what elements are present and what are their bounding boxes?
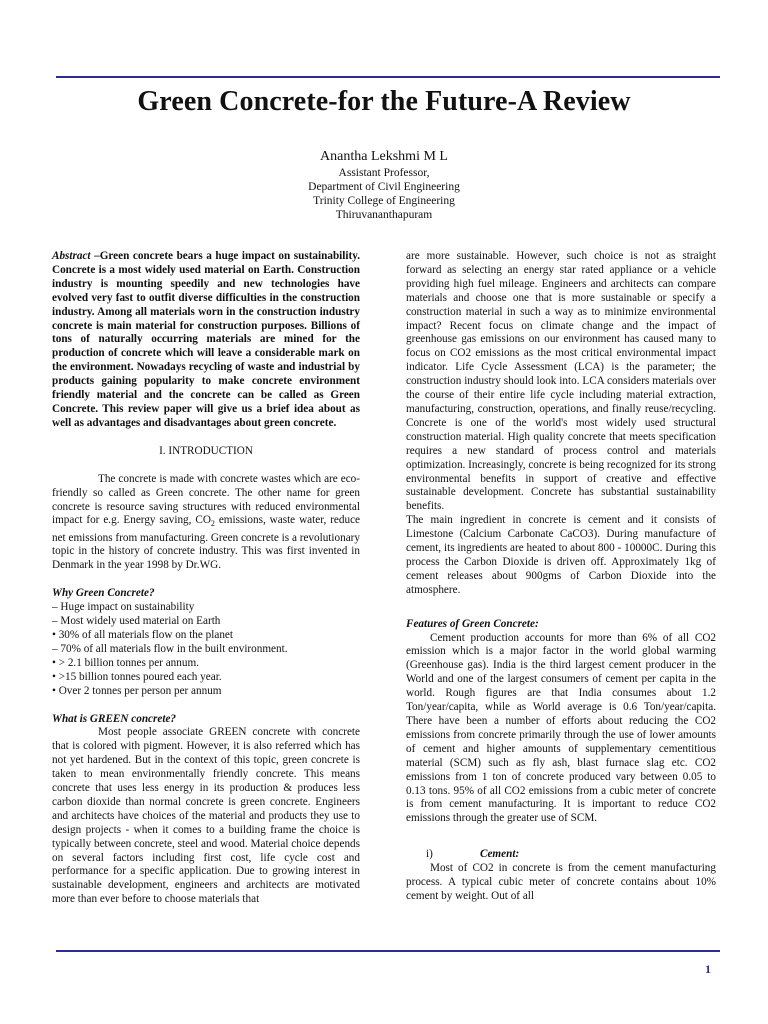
abstract-text: –Green concrete bears a huge impact on sustainability. Concrete is a most widely used material on Earth. Construction industry is mounting speedily and new technologies have evolved very fast to outfit diverse difficulties in the construction industry. Among all materials worn in the construction industry concrete is main material for construction purposes. Billions of tons of naturally occurring materials are mined for the production of concrete which will leave a considerable mark on the environment. Nowadays recycling of waste and industrial by products gaining popularity to make concrete environment friendly material and the concrete can be called as Green Concrete. This review paper will give us a brief idea about as well as advantages and disadvantages about green concrete. — [52, 250, 360, 429]
affiliation-line: Trinity College of Engineering — [313, 195, 455, 207]
list-item: • >15 billion tonnes poured each year. — [52, 670, 222, 683]
subheading-why-green-concrete: Why Green Concrete? — [52, 587, 155, 600]
affiliation-line: Thiruvananthapuram — [335, 209, 433, 221]
cement-label: Cement — [480, 848, 516, 861]
cement-paragraph: Most of CO2 in concrete is from the cement manufacturing process. A typical cubic meter of concrete contains about 10% cement by weight. Out of all — [406, 862, 716, 902]
affiliation-line: Assistant Professor, — [338, 167, 430, 179]
abstract-lead: Abstract — [52, 250, 91, 262]
list-item: • Over 2 tonnes per person per annum — [52, 684, 222, 697]
features-paragraph: Cement production accounts for more than 6% of all CO2 emission which is a major factor in the world global warming (Greenhouse gas). India is the third largest cement producer in the World and one of the largest consumers of cement per capita in the world. Rough figures are that India consumes about 1.2 Ton/year/capita, while as World average is 0.6 Ton/year/capita. There have been a number of efforts about reducing the CO2 emissions from concrete primarily through the use of lower amounts of cement and higher amounts of supplementary cementitious material (SCM) such as fly ash, blast furnace slag etc. CO2 emissions from 1 ton of concrete produced vary between 0.05 to 0.13 tons. 95% of all CO2 emissions from a cubic meter of concrete is from cement manufacturing. It is important to reduce CO2 emissions through the greater use of SCM. — [406, 631, 716, 825]
list-item: • > 2.1 billion tonnes per annum. — [52, 656, 199, 669]
header-rule — [56, 76, 720, 78]
subheading-what-is-green-concrete: What is GREEN concrete? — [52, 712, 177, 725]
paper-title: Green Concrete-for the Future-A Review — [137, 86, 631, 117]
lca-paragraph: are more sustainable. However, such choice is not as straight forward as selecting an energy star rated appliance or a vehicle providing high fuel mileage. Engineers and architects can compare materials and choose one that is more sustainable or specify a construction material in such a way as to minimize environmental impact? Recent focus on climate change and the impact of greenhouse gas emissions on our environment has caused many to focus on CO2 emissions as the most critical environmental impact indicator. Life Cycle Assessment (LCA) is the parameter; the construction industry should look into. LCA considers materials over the course of their entire life cycle including material extraction, manufacturing, construction, operations, and finally reuse/recycling. Concrete is one of the world's most widely used structural construction material. High quality concrete that meets specification requires a new standard of process control and materials optimization. Increasingly, concrete is being recognized for its strong environmental benefits in support of creative and effective sustainable development. Concrete has substantial sustainability benefits. — [406, 250, 716, 513]
section-heading-introduction: I. INTRODUCTION — [159, 444, 253, 457]
cement-colon: : — [515, 848, 520, 861]
intro-text-end: emissions, waste water, reduce net emissions from manufacturing. Green concrete is a revolutionary topic in the history of concrete industry. This was first invented in Denmark in the year 1998 by Dr.WG. — [52, 514, 360, 572]
cement-number: i) — [426, 848, 433, 861]
subheading-cement — [406, 848, 716, 862]
intro-paragraph — [52, 473, 360, 574]
why-list — [52, 601, 360, 698]
list-item: – Huge impact on sustainability — [52, 601, 195, 614]
what-paragraph: Most people associate GREEN concrete with concrete that is colored with pigment. However, it is also referred which has not yet hardened. But in the context of this topic, green concrete is taken to mean environmentally friendly concrete. This means concrete that uses less energy in its production & produces less carbon dioxide than normal concrete is green concrete. Engineers and architects have choices of the material and products they use to design projects - when it comes to a building frame the choice is typically between concrete, steel and wood. Material choice depends on several factors including first cost, life cycle cost and performance for a specific application. Due to growing interest in sustainable development, engineers and architects are motivated more than ever before to choose materials that — [52, 726, 360, 906]
page-number: 1 — [705, 962, 711, 976]
right-column — [406, 250, 716, 904]
affiliation-line: Department of Civil Engineering — [308, 181, 460, 193]
intro-text: The concrete is made with concrete wastes which are eco-friendly so called as Green concrete. The other name for green concrete is resource saving structures with reduced environmental impact for e.g. Energy saving, CO — [52, 472, 360, 527]
list-item: • 30% of all materials flow on the planet — [52, 628, 233, 641]
author-name: Anantha Lekshmi M L — [320, 149, 448, 164]
list-item: – 70% of all materials flow in the built environment. — [52, 642, 288, 655]
subheading-features: Features of Green Concrete: — [406, 617, 539, 630]
footer-rule — [56, 950, 720, 952]
left-column — [52, 250, 360, 907]
author-affiliation — [0, 166, 768, 222]
list-item: – Most widely used material on Earth — [52, 615, 221, 628]
abstract — [52, 250, 360, 431]
cement-ingredient-paragraph: The main ingredient in concrete is cement and it consists of Limestone (Calcium Carbonate CaCO3). During manufacture of cement, its ingredients are heated to about 800 - 10000C. During this process the Carbon Dioxide is driven off. Approximately 1kg of cement releases about 900gms of Carbon Dioxide into the atmosphere. — [406, 514, 716, 596]
co2-subscript: 2 — [210, 519, 215, 529]
